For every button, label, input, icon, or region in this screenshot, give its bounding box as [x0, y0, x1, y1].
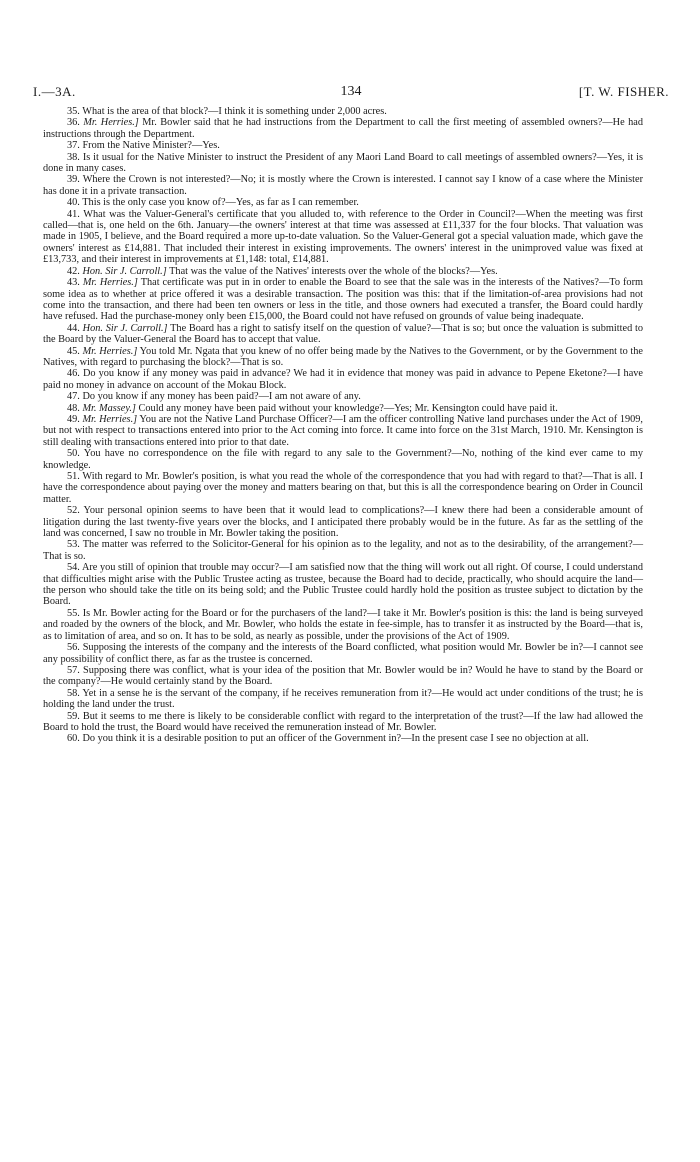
question-number: 57. — [67, 664, 80, 676]
question-paragraph — [43, 266, 643, 277]
question-number: 38. — [67, 151, 80, 163]
question-paragraph — [43, 346, 643, 369]
question-text: Where the Crown is not interested?—No; it is mostly where the Crown is interested. I cannot say I know of a case where the Minister has done it in a private transaction. — [43, 174, 644, 197]
speaker-name: Hon. Sir J. Carroll.] — [82, 322, 168, 334]
question-text: Is it usual for the Native Minister to instruct the President of any Maori Land Board to call meetings of assembled owners?—Yes, it is done in many cases. — [43, 151, 643, 175]
question-paragraph — [43, 391, 643, 402]
question-paragraph — [43, 209, 643, 266]
question-number: 35. — [67, 106, 80, 117]
question-text: Do you know if any money was paid in advance? We had it in evidence that money was paid in advance to Pepene Eketone?—I have paid no money in advance on account of the Mokau Block. — [43, 368, 643, 391]
question-paragraph — [43, 140, 643, 151]
question-number: 53. — [67, 539, 80, 551]
question-number: 46. — [67, 368, 80, 380]
question-number: 49. — [67, 413, 80, 425]
question-text: Your personal opinion seems to have been that it would lead to complications?—I knew there had been a considerable amount of litigation during the last twenty-five years over the blocks, and I anticipated there probably would be in the future. As far as the settling of the land was concerned, I saw no trouble in Mr. Bowler taking the position. — [43, 505, 643, 540]
question-text: You are not the Native Land Purchase Officer?—I am the officer controlling Native land purchases under the Act of 1909, but not with respect to transactions entered into prior to the Act coming into force. It came into force on the 31st March, 1910. Mr. Kensington is still dealing with transactions entered into prior to that date. — [43, 413, 643, 448]
question-number: 37. — [67, 140, 80, 152]
speaker-name: Mr. Herries.] — [83, 117, 139, 129]
question-number: 45. — [67, 345, 80, 357]
question-number: 48. — [67, 402, 80, 414]
question-paragraph — [43, 117, 643, 140]
speaker-name: Hon. Sir J. Carroll.] — [82, 265, 167, 277]
question-text: With regard to Mr. Bowler's position, is what you read the whole of the correspondence that you had with regard to that?—That is all. I have the correspondence about paying over the money and matters bearing on that, but this is all the correspondence bearing on Order in Council matter. — [43, 471, 644, 505]
question-paragraph — [43, 539, 643, 562]
question-number: 54. — [67, 562, 80, 574]
question-text: The Board has a right to satisfy itself on the question of value?—That is so; but once the valuation is submitted to the Board by the Valuer-General the Board has to accept that value. — [43, 322, 643, 346]
speaker-name: Mr. Herries.] — [82, 413, 138, 425]
question-paragraph — [43, 665, 643, 688]
question-number: 60. — [67, 733, 80, 745]
question-paragraph — [43, 368, 643, 391]
question-text: Are you still of opinion that trouble may occur?—I am satisfied now that the thing will work out all right. Of course, I could understand that difficulties might arise with the Public Trustee acting as trustee, because the Board had to decide, practically, who should acquire the land—the person who should take the title on its being sold; and the Public Trustee could hardly hold the position as trustee subject to dictation by the Board. — [43, 562, 643, 608]
question-number: 39. — [67, 174, 80, 186]
question-number: 41. — [67, 208, 80, 220]
page-reference: I.—3A. — [33, 84, 76, 99]
speaker-name: Mr. Massey.] — [82, 402, 136, 414]
witness-name: [T. W. FISHER. — [578, 84, 669, 99]
question-number: 51. — [67, 471, 80, 482]
question-paragraph — [43, 711, 643, 734]
question-number: 52. — [67, 505, 80, 517]
question-paragraph — [43, 414, 643, 448]
question-text: But it seems to me there is likely to be considerable conflict with regard to the interpretation of the trust?—If the law had allowed the Board to hold the trust, the Board would have received the remuneration instead of Mr. Bowler. — [43, 710, 643, 733]
question-paragraph — [43, 174, 643, 197]
question-text: Do you think it is a desirable position to put an officer of the Government in?—In the present case I see no objection at all. — [82, 733, 589, 745]
question-text: This is the only case you know of?—Yes, as far as I can remember. — [82, 197, 359, 209]
question-text: Do you know if any money has been paid?—I am not aware of any. — [82, 391, 361, 403]
question-number: 59. — [67, 710, 80, 722]
question-number: 55. — [67, 607, 80, 619]
question-paragraph — [43, 403, 643, 414]
question-text: That was the value of the Natives' interests over the whole of the blocks?—Yes. — [169, 265, 498, 277]
question-paragraph — [43, 197, 643, 208]
question-paragraph — [43, 448, 643, 471]
page-header — [33, 84, 669, 102]
question-text: The matter was referred to the Solicitor-General for his opinion as to the legality, and not as to the desirability, of the arrangement?—That is so. — [43, 539, 644, 562]
question-number: 40. — [67, 197, 80, 209]
question-text: Mr. Bowler said that he had instructions from the Department to call the first meeting of assembled owners?—He had instructions through the Department. — [43, 117, 643, 140]
question-number: 36. — [67, 117, 80, 129]
question-text: What is the area of that block?—I think it is something under 2,000 acres. — [82, 106, 387, 117]
question-paragraph — [43, 642, 643, 665]
question-paragraph — [43, 471, 643, 505]
question-text: Could any money have been paid without your knowledge?—Yes; Mr. Kensington could have paid it. — [138, 402, 558, 414]
question-paragraph — [43, 562, 643, 608]
question-paragraph — [43, 505, 643, 539]
question-paragraph — [43, 323, 643, 346]
question-paragraph — [43, 733, 643, 744]
question-paragraph — [43, 277, 643, 323]
speaker-name: Mr. Herries.] — [82, 277, 138, 289]
question-text: You have no correspondence on the file with regard to any sale to the Government?—No, nothing of the kind ever came to my knowledge. — [43, 448, 643, 471]
question-number: 43. — [67, 277, 80, 289]
question-paragraph — [43, 106, 643, 117]
question-number: 44. — [67, 322, 80, 334]
question-text: Yet in a sense he is the servant of the company, if he receives remuneration from it?—He would act under conditions of the trust; he is holding the land under the trust. — [43, 687, 643, 711]
question-text: Supposing there was conflict, what is your idea of the position that Mr. Bowler would be in? Would he have to stand by the Board or the company?—He would certainly stand by the Board. — [43, 664, 644, 688]
question-number: 58. — [67, 687, 80, 699]
question-paragraph — [43, 608, 643, 642]
question-text: That certificate was put in in order to enable the Board to see that the sale was in the interests of the Natives?—To form some idea as to whether at price offered it was a desirable transaction. The position was this: that if the limitation-of-area provisions had not come into the transaction, and there had been ten owners or less in the title, and those owners had executed a transfer, the Board could hardly have refused. Had the purchase-money only been £15,000, the Board could not have refused on grounds of value being inadequate. — [43, 277, 644, 323]
speaker-name: Mr. Herries.] — [82, 345, 138, 357]
question-text: Supposing the interests of the company and the interests of the Board conflicted, what position would Mr. Bowler be in?—I cannot see any possibility of conflict there, as far as the trustee is concerned. — [43, 642, 644, 665]
evidence-body — [43, 106, 643, 745]
question-number: 50. — [67, 448, 80, 460]
question-number: 56. — [67, 642, 80, 654]
question-paragraph — [43, 152, 643, 175]
question-text: From the Native Minister?—Yes. — [82, 140, 220, 152]
question-text: You told Mr. Ngata that you knew of no offer being made by the Natives to the Government, or by the Government to the Natives, with regard to purchasing the block?—That is so. — [43, 345, 643, 368]
question-number: 42. — [67, 265, 80, 277]
question-text: What was the Valuer-General's certificate that you alluded to, with reference to the Order in Council?—When the meeting was first called—that is, one held on the 6th. January—the owners' interest at that time was assessed at £11,337 for the four blocks. That valuation was made in 1905, I believe, and the Board required a more up-to-date valuation. So the Valuer-General got a special valuation made, which gave the owners' interest as £14,881. That included their interest in existing improvements. The owners' interest in the unimproved value was fixed at £13,733, and their interest in improvements at £1,148: total, £14,881. — [43, 208, 643, 266]
question-text: Is Mr. Bowler acting for the Board or for the purchasers of the land?—I take it Mr. Bowler's position is this: the land is being surveyed and roaded by the owners of the block, and Mr. Bowler, who holds the estate in fee-simple, has to transfer it as instructed by the Board—that is, as to limitation of area, and so on. It has to be sold, as nearly as possible, under the provisions of the Act of 1909. — [43, 607, 644, 642]
page-number: 134 — [340, 84, 362, 99]
question-number: 47. — [67, 391, 80, 403]
question-paragraph — [43, 688, 643, 711]
